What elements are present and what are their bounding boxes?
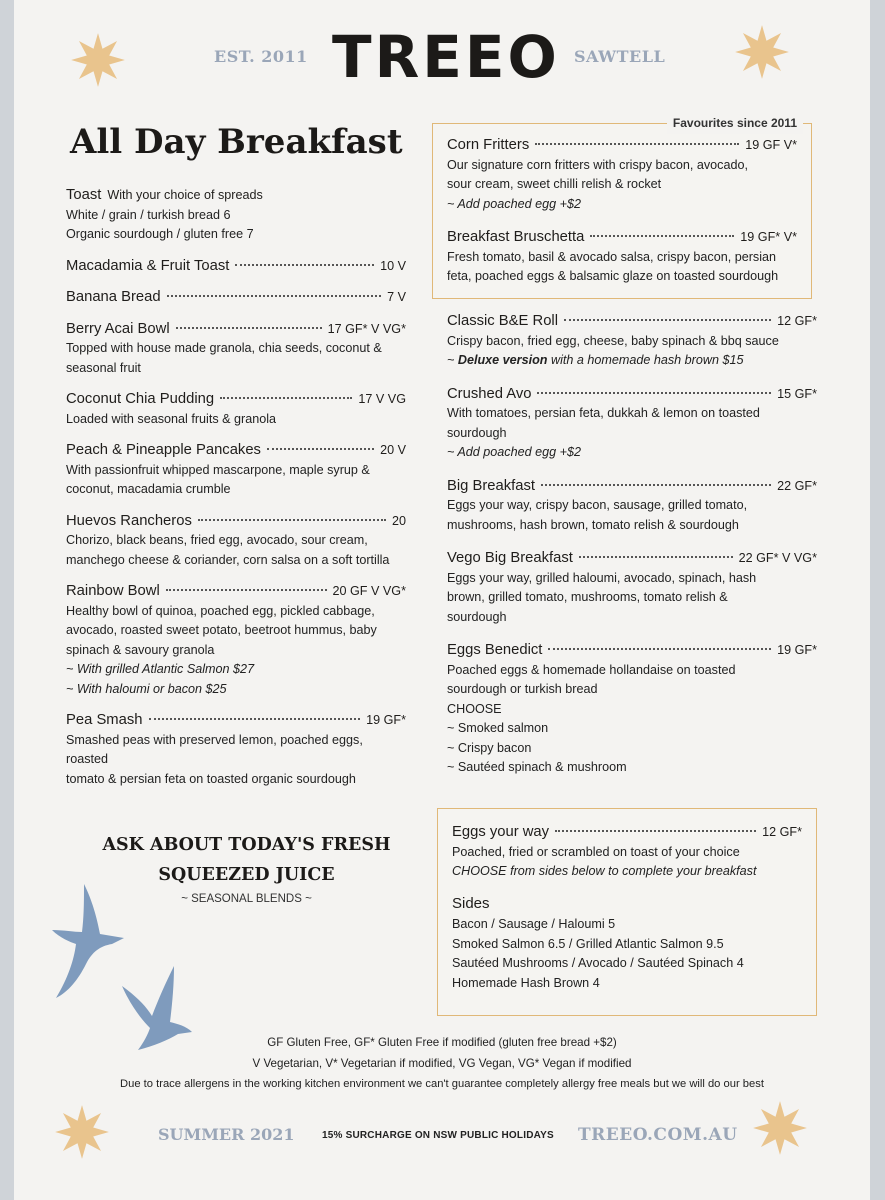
item-name: Coconut Chia Pudding [66, 391, 215, 407]
dietary-legend: GF Gluten Free, GF* Gluten Free if modified (gluten free bread +$2) [267, 1036, 617, 1049]
sun-icon [752, 1100, 808, 1156]
menu-item-header [66, 441, 406, 461]
item-option: ~ Crispy bacon [447, 740, 532, 755]
item-description: manchego cheese & coriander, corn salsa on a soft tortilla [66, 552, 390, 567]
menu-item-header [447, 549, 817, 569]
est-label: EST. 2011 [214, 47, 308, 66]
menu-item-header [66, 320, 406, 340]
item-description: Healthy bowl of quinoa, poached egg, pickled cabbage, [66, 603, 375, 618]
menu-item [66, 288, 406, 308]
section-title: All Day Breakfast [70, 122, 403, 162]
item-description: spinach & savoury granola [66, 642, 215, 657]
item-description: Eggs your way, crispy bacon, sausage, grilled tomato, [447, 498, 748, 512]
item-description: White / grain / turkish bread 6 [66, 207, 231, 222]
leader-dots [176, 327, 322, 329]
leader-dots [235, 264, 374, 266]
item-price: 12 GF* [777, 314, 817, 328]
menu-item-header [66, 390, 406, 410]
item-description: Smashed peas with preserved lemon, poached eggs, roasted [66, 732, 363, 766]
menu-item [66, 186, 406, 245]
menu-item [66, 320, 406, 379]
item-description: With passionfruit whipped mascarpone, maple syrup & [66, 462, 370, 477]
item-deluxe-option [447, 351, 817, 371]
menu-item-header [66, 186, 406, 206]
surcharge-notice: 15% SURCHARGE ON NSW PUBLIC HOLIDAYS [322, 1130, 554, 1141]
item-name: Big Breakfast [447, 477, 536, 494]
juice-subtitle: ~ SEASONAL BLENDS ~ [181, 893, 312, 905]
item-price: 7 V [387, 290, 406, 304]
item-option: ~ Sautéed spinach & mushroom [447, 760, 627, 774]
item-description: With tomatoes, persian feta, dukkah & lemon on toasted [447, 406, 760, 420]
leader-dots [579, 556, 733, 558]
side-item: Smoked Salmon 6.5 / Grilled Atlantic Salmon 9.5 [452, 936, 724, 951]
menu-item [447, 549, 817, 627]
item-name: Vego Big Breakfast [447, 550, 573, 566]
menu-item-header [447, 228, 797, 248]
menu-item [447, 312, 817, 371]
item-extra: ~ Add poached egg +$2 [447, 196, 581, 211]
item-name: Eggs your way [452, 824, 550, 840]
leader-dots [590, 235, 734, 237]
leader-dots [267, 448, 374, 450]
item-name: Breakfast Bruschetta [447, 229, 585, 245]
menu-item [66, 441, 406, 500]
item-price: 22 GF* [777, 478, 817, 493]
allergen-notice: Due to trace allergens in the working kitchen environment we can't guarantee completely allergy free meals but we will do our best [120, 1078, 764, 1090]
menu-item-header [447, 312, 817, 332]
item-description: Poached, fried or scrambled on toast of your choice [452, 844, 740, 859]
menu-item-header [66, 582, 406, 602]
sun-icon [54, 1104, 110, 1160]
item-name: Macadamia & Fruit Toast [66, 257, 230, 274]
item-description: feta, poached eggs & balsamic glaze on toasted sourdough [447, 269, 779, 283]
item-description: sourdough [447, 609, 507, 624]
item-description: seasonal fruit [66, 360, 141, 375]
item-option: ~ Smoked salmon [447, 721, 549, 735]
deluxe-prefix: ~ [447, 353, 458, 367]
menu-item [447, 228, 797, 287]
item-description: Our signature corn fritters with crispy bacon, avocado, [447, 157, 748, 172]
location-label: SAWTELL [574, 47, 666, 66]
item-price: 19 GF* V* [740, 230, 797, 244]
item-name: Pea Smash [66, 712, 143, 728]
item-name: Banana Bread [66, 289, 161, 305]
right-menu-column [447, 312, 817, 792]
leader-dots [537, 392, 771, 394]
item-description: Poached eggs & homemade hollandaise on toasted [447, 662, 736, 677]
leader-dots [548, 648, 771, 650]
left-menu-column [66, 186, 406, 801]
eggs-your-way-box [437, 808, 817, 1016]
favourites-label: Favourites since 2011 [667, 114, 803, 134]
item-name: Rainbow Bowl [66, 583, 160, 599]
item-description: CHOOSE [447, 701, 502, 716]
item-description: Fresh tomato, basil & avocado salsa, crispy bacon, persian [447, 249, 776, 264]
item-description: Chorizo, black beans, fried egg, avocado, sour cream, [66, 533, 368, 547]
item-price: 20 V [380, 443, 406, 457]
leader-dots [166, 589, 327, 591]
menu-item-header [66, 512, 406, 532]
side-item: Bacon / Sausage / Haloumi 5 [452, 917, 616, 931]
sun-icon [734, 24, 790, 80]
item-description: brown, grilled tomato, mushrooms, tomato relish & [447, 590, 728, 604]
item-extra: ~ With grilled Atlantic Salmon $27 [66, 662, 255, 676]
sun-icon [70, 32, 126, 88]
item-description: Eggs your way, grilled haloumi, avocado, spinach, hash [447, 570, 757, 585]
item-description: Organic sourdough / gluten free 7 [66, 227, 254, 241]
item-price: 19 GF V* [745, 138, 797, 152]
favourites-box [432, 116, 812, 299]
sides-title: Sides [452, 894, 490, 912]
item-description: coconut, macadamia crumble [66, 482, 231, 496]
menu-item [447, 477, 817, 536]
deluxe-title: Deluxe version [457, 353, 548, 367]
season-label: SUMMER 2021 [158, 1125, 295, 1144]
menu-item-header [447, 385, 817, 405]
deluxe-detail: with a homemade hash brown $15 [547, 353, 744, 367]
item-price: 19 GF* [777, 643, 817, 657]
item-price: 17 GF* V VG* [327, 321, 406, 336]
item-price: 17 V VG [358, 392, 406, 406]
item-name: Huevos Rancheros [66, 512, 192, 529]
leader-dots [167, 295, 381, 297]
item-extra: CHOOSE from sides below to complete your breakfast [452, 864, 757, 878]
item-description: mushrooms, hash brown, tomato relish & sourdough [447, 517, 739, 532]
menu-item [66, 582, 406, 699]
website-link: TREEO.COM.AU [578, 1125, 738, 1145]
menu-item-header [447, 477, 817, 497]
item-name: Eggs Benedict [447, 642, 543, 658]
item-name: Peach & Pineapple Pancakes [66, 442, 261, 458]
item-description: avocado, roasted sweet potato, beetroot hummus, baby [66, 623, 377, 637]
menu-item-header [66, 288, 406, 308]
item-description: sourdough or turkish bread [447, 682, 598, 696]
menu-item [447, 136, 797, 214]
dietary-legend: V Vegetarian, V* Vegetarian if modified, VG Vegan, VG* Vegan if modified [252, 1057, 632, 1070]
item-extra: ~ With haloumi or bacon $25 [66, 681, 227, 696]
item-description: sour cream, sweet chilli relish & rocket [447, 177, 662, 191]
item-subtitle: With your choice of spreads [107, 188, 263, 202]
item-name: Berry Acai Bowl [66, 320, 170, 337]
item-description: tomato & persian feta on toasted organic sourdough [66, 771, 356, 786]
item-name: Toast [66, 187, 102, 203]
brand-logo: TREEO [332, 23, 560, 91]
leader-dots [535, 143, 739, 145]
item-price: 10 V [380, 258, 406, 273]
menu-item-header [66, 711, 406, 731]
menu-item [66, 512, 406, 571]
leader-dots [198, 519, 386, 521]
item-price: 15 GF* [777, 386, 817, 401]
juice-line: SQUEEZED JUICE [158, 865, 335, 885]
item-price: 20 GF V VG* [332, 584, 406, 598]
item-description: Loaded with seasonal fruits & granola [66, 411, 277, 426]
juice-line: ASK ABOUT TODAY'S FRESH [102, 835, 391, 855]
menu-item [66, 390, 406, 429]
menu-item [66, 711, 406, 789]
menu-item-header [447, 641, 817, 661]
side-item: Sautéed Mushrooms / Avocado / Sautéed Spinach 4 [452, 956, 744, 970]
menu-sheet [14, 0, 870, 1200]
item-name: Corn Fritters [447, 137, 530, 153]
leader-dots [149, 718, 361, 720]
menu-item-header [66, 257, 406, 277]
menu-item-header [452, 823, 802, 843]
menu-item [447, 385, 817, 463]
side-item: Homemade Hash Brown 4 [452, 975, 600, 990]
leader-dots [564, 319, 771, 321]
item-price: 22 GF* V VG* [738, 551, 817, 565]
menu-item [66, 257, 406, 277]
item-price: 12 GF* [762, 825, 802, 839]
item-name: Classic B&E Roll [447, 313, 559, 329]
leader-dots [541, 484, 771, 486]
menu-item [447, 641, 817, 778]
item-description: Crispy bacon, fried egg, cheese, baby spinach & bbq sauce [447, 333, 779, 348]
juice-promo [94, 830, 399, 908]
item-name: Crushed Avo [447, 385, 532, 402]
item-extra: ~ Add poached egg +$2 [447, 445, 581, 459]
item-description: Topped with house made granola, chia seeds, coconut & [66, 341, 382, 355]
item-price: 20 [391, 513, 406, 528]
leader-dots [220, 397, 352, 399]
item-description: sourdough [447, 425, 507, 440]
item-price: 19 GF* [366, 713, 406, 727]
menu-item-header [447, 136, 797, 156]
leader-dots [555, 830, 756, 832]
